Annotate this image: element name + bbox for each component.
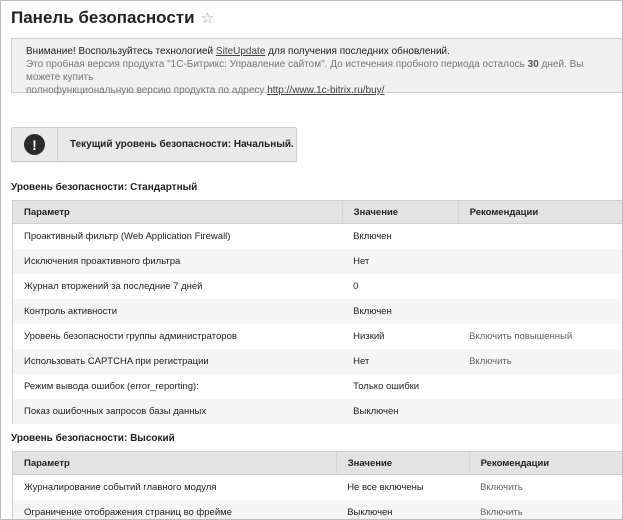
buy-link[interactable]: http://www.1c-bitrix.ru/buy/	[267, 85, 385, 96]
enable-elevated-link[interactable]: Включить повышенный	[469, 330, 573, 342]
high-level-table	[12, 451, 622, 520]
table-row	[13, 349, 623, 374]
recommendation-cell	[458, 249, 622, 274]
standard-level-title: Уровень безопасности: Стандартный	[11, 182, 198, 193]
param-cell: Уровень безопасности группы администраторов	[13, 324, 343, 349]
column-header-value: Значение	[342, 201, 458, 224]
star-outline-icon[interactable]: ☆	[200, 10, 215, 27]
notice-text: дней. Вы можете купить	[26, 59, 584, 83]
page-header	[1, 1, 622, 31]
notice-text: полнофункциональную версию продукта по адресу	[26, 85, 268, 96]
value-cell: Только ошибки	[353, 380, 420, 392]
exclamation-icon: !	[24, 134, 45, 155]
enable-logging-link[interactable]: Включить	[480, 481, 523, 493]
param-cell: Проактивный фильтр (Web Application Firewall)	[13, 224, 343, 249]
value-cell: Не все включены	[347, 481, 424, 493]
value-cell: Включен	[353, 230, 392, 242]
table-header-row	[13, 201, 623, 224]
standard-level-table	[12, 200, 622, 424]
param-cell: Контроль активности	[13, 299, 343, 324]
table-header-row	[13, 452, 623, 475]
recommendation-cell	[458, 274, 622, 299]
value-cell: Низкий	[353, 330, 385, 342]
table-row	[13, 299, 623, 324]
table-row	[13, 249, 623, 274]
notice-text: Внимание! Воспользуйтесь технологией	[26, 46, 216, 57]
param-cell: Журнал вторжений за последние 7 дней	[13, 274, 343, 299]
param-cell: Исключения проактивного фильтра	[13, 249, 343, 274]
column-header-value: Значение	[336, 452, 469, 475]
current-level-text: Текущий уровень безопасности: Начальный.	[70, 139, 294, 150]
current-level-box	[11, 127, 297, 162]
column-header-recommendations: Рекомендации	[458, 201, 622, 224]
column-header-recommendations: Рекомендации	[469, 452, 622, 475]
column-header-param: Параметр	[13, 452, 337, 475]
table-row	[13, 274, 623, 299]
recommendation-cell	[458, 399, 622, 424]
notice-line-2	[26, 58, 611, 84]
high-level-title: Уровень безопасности: Высокий	[11, 433, 175, 444]
trial-days-count: 30	[527, 59, 539, 70]
enable-captcha-link[interactable]: Включить	[458, 349, 622, 374]
notice-text: Это пробная версия продукта "1С-Битрикс: Управление сайтом". До истечения пробного периода осталось	[26, 59, 528, 70]
siteupdate-link[interactable]: SiteUpdate	[215, 46, 266, 57]
value-cell: Нет	[342, 249, 458, 274]
param-cell: Ограничение отображения страниц во фрейме	[13, 500, 337, 520]
table-row	[13, 475, 623, 500]
table-row	[13, 324, 623, 349]
notice-line-3	[26, 84, 611, 97]
notice-line-1	[26, 45, 611, 58]
notice-text: для получения последних обновлений.	[265, 46, 450, 57]
param-cell: Режим вывода ошибок (error_reporting):	[13, 374, 343, 399]
enable-frame-protection-link[interactable]: Включить	[469, 500, 622, 520]
param-cell: Показ ошибочных запросов базы данных	[13, 399, 343, 424]
table-row	[13, 399, 623, 424]
recommendation-cell	[458, 374, 622, 399]
table-row	[13, 374, 623, 399]
table-row	[13, 500, 623, 520]
value-cell: Включен	[342, 299, 458, 324]
value-cell: Выключен	[342, 399, 458, 424]
param-cell: Использовать CAPTCHA при регистрации	[13, 349, 343, 374]
value-cell: Выключен	[336, 500, 469, 520]
table-row	[13, 224, 623, 249]
recommendation-cell	[458, 224, 622, 249]
divider	[57, 127, 58, 162]
column-header-param: Параметр	[13, 201, 343, 224]
value-cell: Нет	[342, 349, 458, 374]
param-cell: Журналирование событий главного модуля	[13, 475, 337, 500]
page-title: Панель безопасности	[11, 8, 195, 27]
value-cell: 0	[353, 280, 359, 292]
update-notice	[11, 38, 623, 96]
recommendation-cell	[458, 299, 622, 324]
